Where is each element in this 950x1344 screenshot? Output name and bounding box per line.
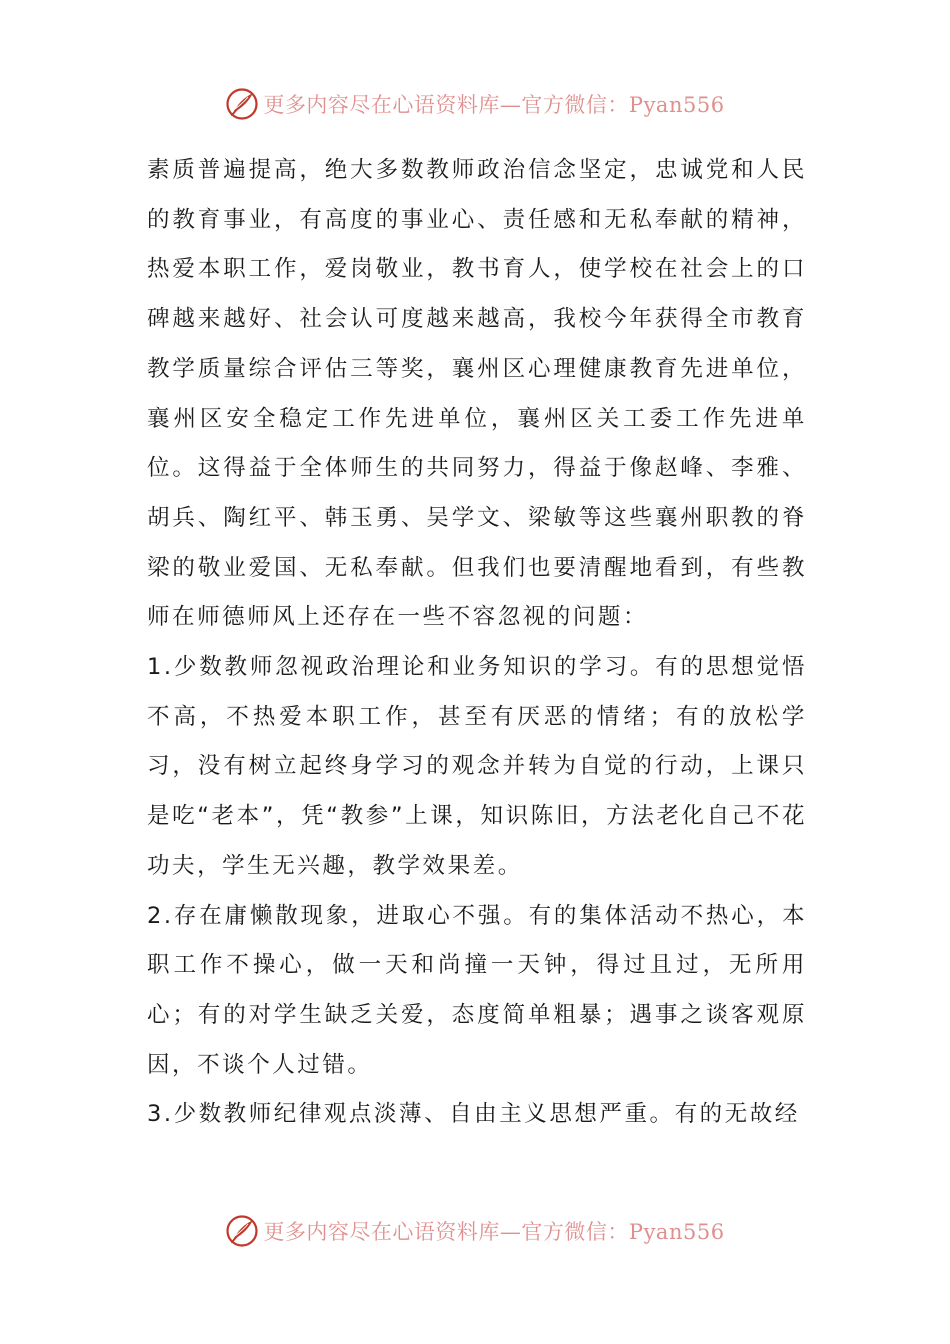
paragraph: 素质普遍提高，绝大多数教师政治信念坚定，忠诚党和人民的教育事业，有高度的事业心、责任感和无私奉献的精神，热爱本职工作，爱岗敬业，教书育人，使学校在社会上的口碑越来越好、社会认可度越来越高，我校今年获得全市教育教学质量综合评估三等奖，襄州区心理健康教育先进单位，襄州区安全稳定工作先进单位，襄州区关工委工作先进单位。这得益于全体师生的共同努力，得益于像赵峰、李雅、胡兵、陶红平、韩玉勇、吴学文、梁敏等这些襄州职教的脊梁的敬业爱国、无私奉献。但我们也要清醒地看到，有些教师在师德师风上还存在一些不容忽视的问题： xyxy=(147,157,807,631)
watermark-text: 更多内容尽在心语资料库—官方微信：Pyan556 xyxy=(263,93,725,117)
watermark-text: 更多内容尽在心语资料库—官方微信：Pyan556 xyxy=(263,1220,725,1244)
paragraph: 3.少数教师纪律观点淡薄、自由主义思想严重。有的无故经 xyxy=(147,1101,800,1128)
paragraph: 1.少数教师忽视政治理论和业务知识的学习。有的思想觉悟不高，不热爱本职工作，甚至有厌恶的情绪；有的放松学习，没有树立起终身学习的观念并转为自觉的行动，上课只是吃“老本”，凭“教参”上课，知识陈旧，方法老化自己不花功夫，学生无兴趣，教学效果差。 xyxy=(147,654,807,879)
paragraph: 2.存在庸懒散现象，进取心不强。有的集体活动不热心，本职工作不操心，做一天和尚撞一天钟，得过且过，无所用心；有的对学生缺乏关爱，态度简单粗暴；遇事之谈客观原因，不谈个人过错。 xyxy=(147,902,807,1078)
quill-pen-logo-icon xyxy=(225,1214,259,1248)
quill-pen-logo-icon xyxy=(225,87,259,121)
document-body xyxy=(147,146,807,1140)
footer-watermark xyxy=(0,1211,950,1251)
header-watermark xyxy=(0,84,950,124)
